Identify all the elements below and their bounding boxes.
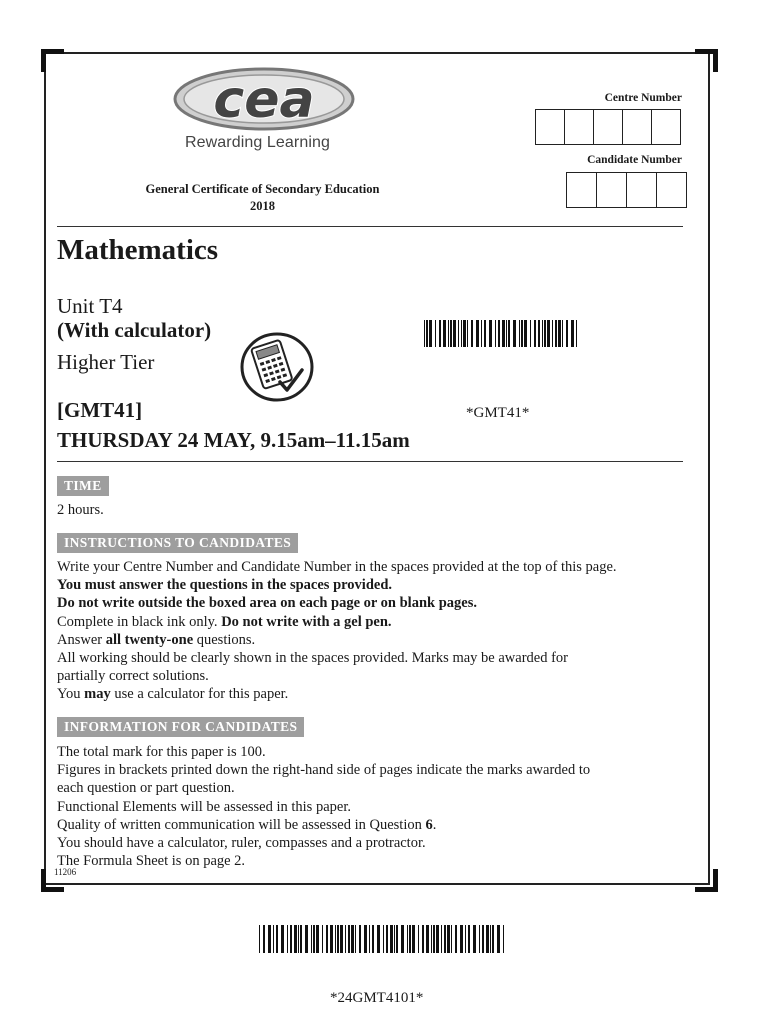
tier-label: Higher Tier (57, 350, 155, 374)
centre-number-label: Centre Number (604, 92, 682, 104)
candidate-number-label: Candidate Number (587, 154, 682, 166)
divider (57, 226, 683, 227)
divider (57, 461, 683, 462)
subject-title: Mathematics (57, 234, 219, 266)
time-text: 2 hours. (57, 502, 104, 518)
corner-mark (695, 869, 718, 892)
information-text (57, 743, 692, 870)
instruction-line: You must answer the questions in the spaces provided. (57, 577, 393, 594)
time-heading: TIME (57, 476, 109, 496)
exam-year: 2018 (250, 199, 275, 213)
candidate-number-boxes[interactable] (567, 172, 687, 208)
information-line: Quality of written communication will be assessed in Question 6. (57, 816, 437, 833)
information-line: The Formula Sheet is on page 2. (57, 853, 246, 870)
information-line: each question or part question. (57, 780, 235, 797)
qualification: General Certificate of Secondary Education (145, 182, 380, 196)
unit-label: Unit T4 (57, 294, 123, 318)
corner-mark (41, 49, 64, 72)
information-line: Functional Elements will be assessed in this paper. (57, 798, 351, 815)
corner-mark (695, 49, 718, 72)
calculator-note: (With calculator) (57, 318, 212, 342)
instructions-text (57, 558, 692, 704)
information-line: Figures in brackets printed down the right-hand side of pages indicate the marks awarded to (57, 762, 591, 779)
page-barcode (259, 925, 505, 953)
centre-number-boxes[interactable] (536, 109, 681, 145)
cea-logo (172, 66, 356, 132)
exam-date-time: THURSDAY 24 MAY, 9.15am–11.15am (57, 428, 410, 452)
paper-code: [GMT41] (57, 398, 143, 422)
calculator-icon (240, 332, 314, 402)
instruction-line: You may use a calculator for this paper. (57, 686, 289, 703)
logo-text: cea (213, 70, 315, 130)
information-heading: INFORMATION FOR CANDIDATES (57, 717, 304, 737)
instruction-line: Do not write outside the boxed area on each page or on blank pages. (57, 595, 477, 612)
information-line: The total mark for this paper is 100. (57, 744, 266, 760)
instruction-line: Write your Centre Number and Candidate Number in the spaces provided at the top of this page. (57, 559, 617, 575)
instruction-line: All working should be clearly shown in the spaces provided. Marks may be awarded for (57, 650, 568, 667)
instruction-line: Answer all twenty-one questions. (57, 631, 256, 648)
form-code: 11206 (54, 867, 77, 877)
instructions-heading: INSTRUCTIONS TO CANDIDATES (57, 533, 298, 553)
information-line: You should have a calculator, ruler, compasses and a protractor. (57, 835, 426, 852)
paper-barcode (424, 320, 579, 347)
instruction-line: Complete in black ink only. Do not write with a gel pen. (57, 613, 392, 630)
paper-barcode-text: *GMT41* (466, 405, 530, 421)
tagline: Rewarding Learning (185, 134, 331, 151)
instruction-line: partially correct solutions. (57, 668, 209, 685)
page-barcode-text: *24GMT4101* (330, 990, 424, 1006)
